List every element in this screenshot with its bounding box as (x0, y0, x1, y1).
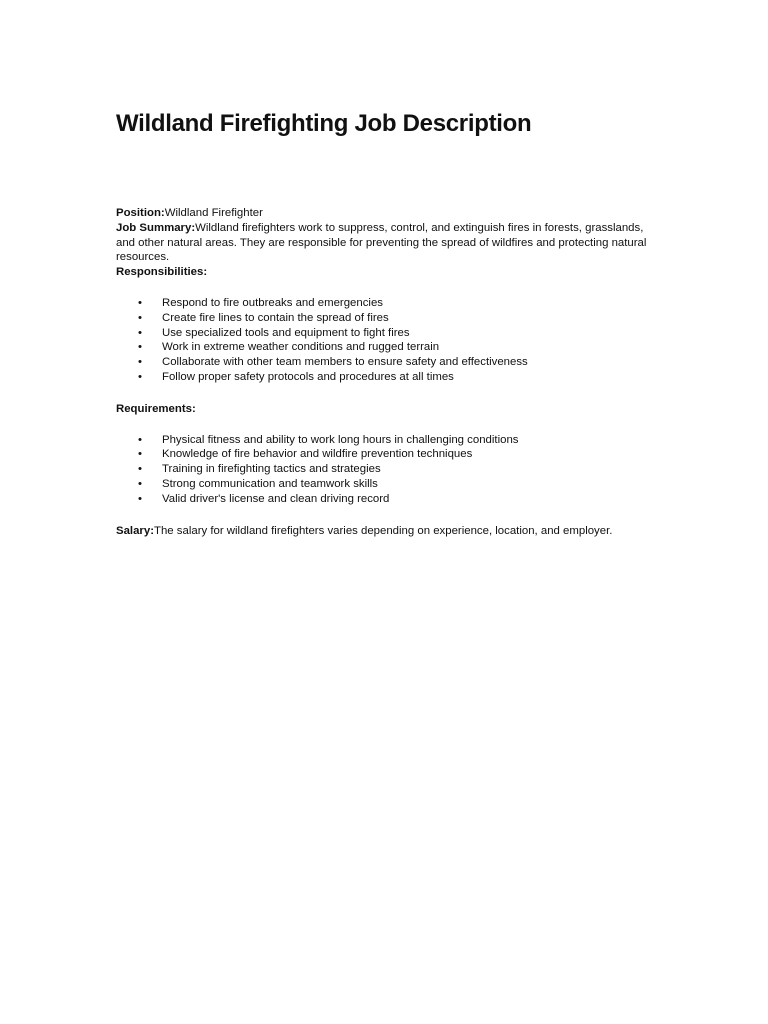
job-summary-value: Wildland firefighters work to suppress, control, and extinguish fires in forests, grasslands, and other natural areas. They are responsible for preventing the spread of wildfires and protecting natural resources. (116, 221, 647, 264)
position-line (116, 206, 652, 221)
requirements-heading: Requirements: (116, 402, 196, 415)
list-item: • Valid driver's license and clean driving record (116, 492, 652, 507)
list-item: • Strong communication and teamwork skills (116, 477, 652, 492)
list-item: • Use specialized tools and equipment to fight fires (116, 326, 652, 341)
spacer (116, 507, 652, 524)
list-item: • Work in extreme weather conditions and rugged terrain (116, 340, 652, 355)
job-summary-line (116, 221, 652, 265)
list-item: • Follow proper safety protocols and procedures at all times (116, 370, 652, 385)
requirements-list (116, 433, 652, 507)
position-value: Wildland Firefighter (164, 207, 263, 219)
list-item: • Knowledge of fire behavior and wildfire prevention techniques (116, 447, 652, 462)
responsibilities-list (116, 296, 652, 385)
list-item: • Create fire lines to contain the spread of fires (116, 311, 652, 326)
job-summary-label: Job Summary: (116, 221, 196, 234)
salary-value: The salary for wildland firefighters varies depending on experience, location, and employer. (154, 524, 613, 537)
salary-label: Salary: (116, 524, 154, 537)
spacer (116, 385, 652, 402)
spacer (116, 280, 652, 296)
list-item: • Training in firefighting tactics and strategies (116, 462, 652, 477)
list-item: • Respond to fire outbreaks and emergencies (116, 296, 652, 311)
document-title: Wildland Firefighting Job Description (116, 110, 532, 137)
responsibilities-heading: Responsibilities: (116, 266, 208, 279)
list-item: • Collaborate with other team members to ensure safety and effectiveness (116, 355, 652, 370)
document-body (116, 206, 652, 538)
salary-line (116, 524, 652, 539)
list-item: • Physical fitness and ability to work long hours in challenging conditions (116, 433, 652, 448)
position-label: Position: (116, 207, 165, 219)
spacer (116, 417, 652, 433)
